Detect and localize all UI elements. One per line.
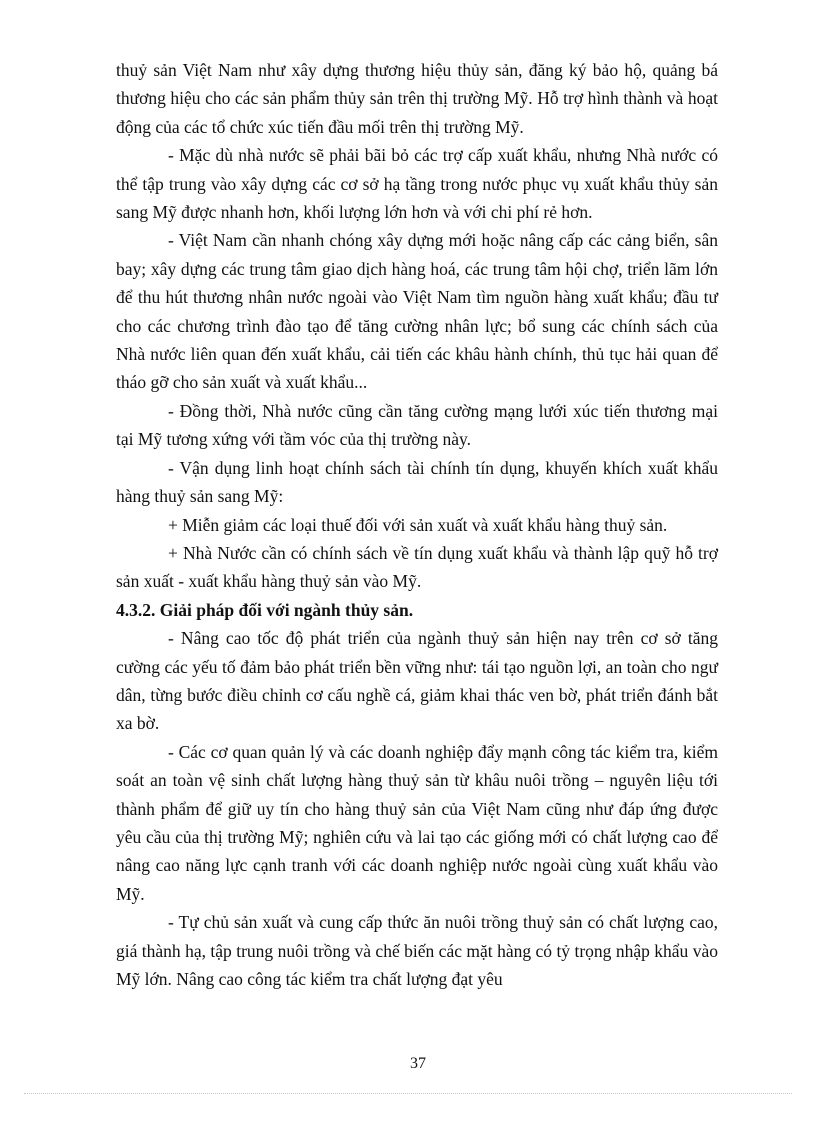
paragraph-export-credit: + Nhà Nước cần có chính sách về tín dụng xuất khẩu và thành lập quỹ hỗ trợ sản xuất - xuất khẩu hàng thuỷ sản vào Mỹ. [116, 542, 718, 592]
paragraph-financial-policy: - Vận dụng linh hoạt chính sách tài chính tín dụng, khuyến khích xuất khẩu hàng thuỷ sản sang Mỹ: [116, 457, 718, 507]
document-body [116, 56, 718, 993]
paragraph-trade-promotion: - Đồng thời, Nhà nước cũng cần tăng cường mạng lưới xúc tiến thương mại tại Mỹ tương xứng với tầm vóc của thị trường này. [116, 400, 718, 450]
paragraph-quality-control: - Các cơ quan quản lý và các doanh nghiệp đẩy mạnh công tác kiểm tra, kiểm soát an toàn vệ sinh chất lượng hàng thuỷ sản từ khâu nuôi trồng – nguyên liệu tới thành phẩm để giữ uy tín cho hàng thuỷ sản của Việt Nam cũng như đáp ứng được yêu cầu của thị trường Mỹ; nghiên cứu và lai tạo các giống mới có chất lượng cao để nâng cao năng lực cạnh tranh với các doanh nghiệp nước ngoài cùng xuất khẩu vào Mỹ. [116, 741, 718, 904]
paragraph-feed-production: - Tự chủ sản xuất và cung cấp thức ăn nuôi trồng thuỷ sản có chất lượng cao, giá thành hạ, tập trung nuôi trồng và chế biến các mặt hàng có tỷ trọng nhập khẩu vào Mỹ lớn. Nâng cao công tác kiểm tra chất lượng đạt yêu [116, 912, 718, 989]
page-bottom-divider [24, 1093, 792, 1094]
paragraph-ports-airports: - Việt Nam cần nhanh chóng xây dựng mới hoặc nâng cấp các cảng biển, sân bay; xây dựng các trung tâm giao dịch hàng hoá, các trung tâm hội chợ, triển lãm lớn để thu hút thương nhân nước ngoài vào Việt Nam tìm nguồn hàng xuất khẩu; đầu tư cho các chương trình đào tạo để tăng cường nhân lực; bổ sung các chính sách của Nhà nước liên quan đến xuất khẩu, cải tiến các khâu hành chính, thủ tục hải quan để tháo gỡ cho sản xuất và xuất khẩu... [116, 230, 718, 393]
section-heading: 4.3.2. Giải pháp đối với ngành thủy sản. [116, 599, 414, 620]
paragraph-development-speed: - Nâng cao tốc độ phát triển của ngành thuỷ sản hiện nay trên cơ sở tăng cường các yếu tố đảm bảo phát triển bền vững như: tái tạo nguồn lợi, an toàn cho ngư dân, từng bước điều chỉnh cơ cấu nghề cá, giảm khai thác ven bờ, phát triển đánh bắt xa bờ. [116, 628, 718, 734]
paragraph-continuation: thuỷ sản Việt Nam như xây dựng thương hiệu thủy sản, đăng ký bảo hộ, quảng bá thương hiệu cho các sản phẩm thủy sản trên thị trường Mỹ. Hỗ trợ hình thành và hoạt động của các tổ chức xúc tiến đầu mối trên thị trường Mỹ. [116, 60, 718, 137]
paragraph-tax-exemption: + Miễn giảm các loại thuế đối với sản xuất và xuất khẩu hàng thuỷ sản. [168, 514, 668, 535]
page-number: 37 [410, 1055, 426, 1072]
paragraph-infrastructure: - Mặc dù nhà nước sẽ phải bãi bỏ các trợ cấp xuất khẩu, nhưng Nhà nước có thể tập trung vào xây dựng các cơ sở hạ tầng trong nước phục vụ xuất khẩu thủy sản sang Mỹ được nhanh hơn, khối lượng lớn hơn và với chi phí rẻ hơn. [116, 145, 718, 223]
